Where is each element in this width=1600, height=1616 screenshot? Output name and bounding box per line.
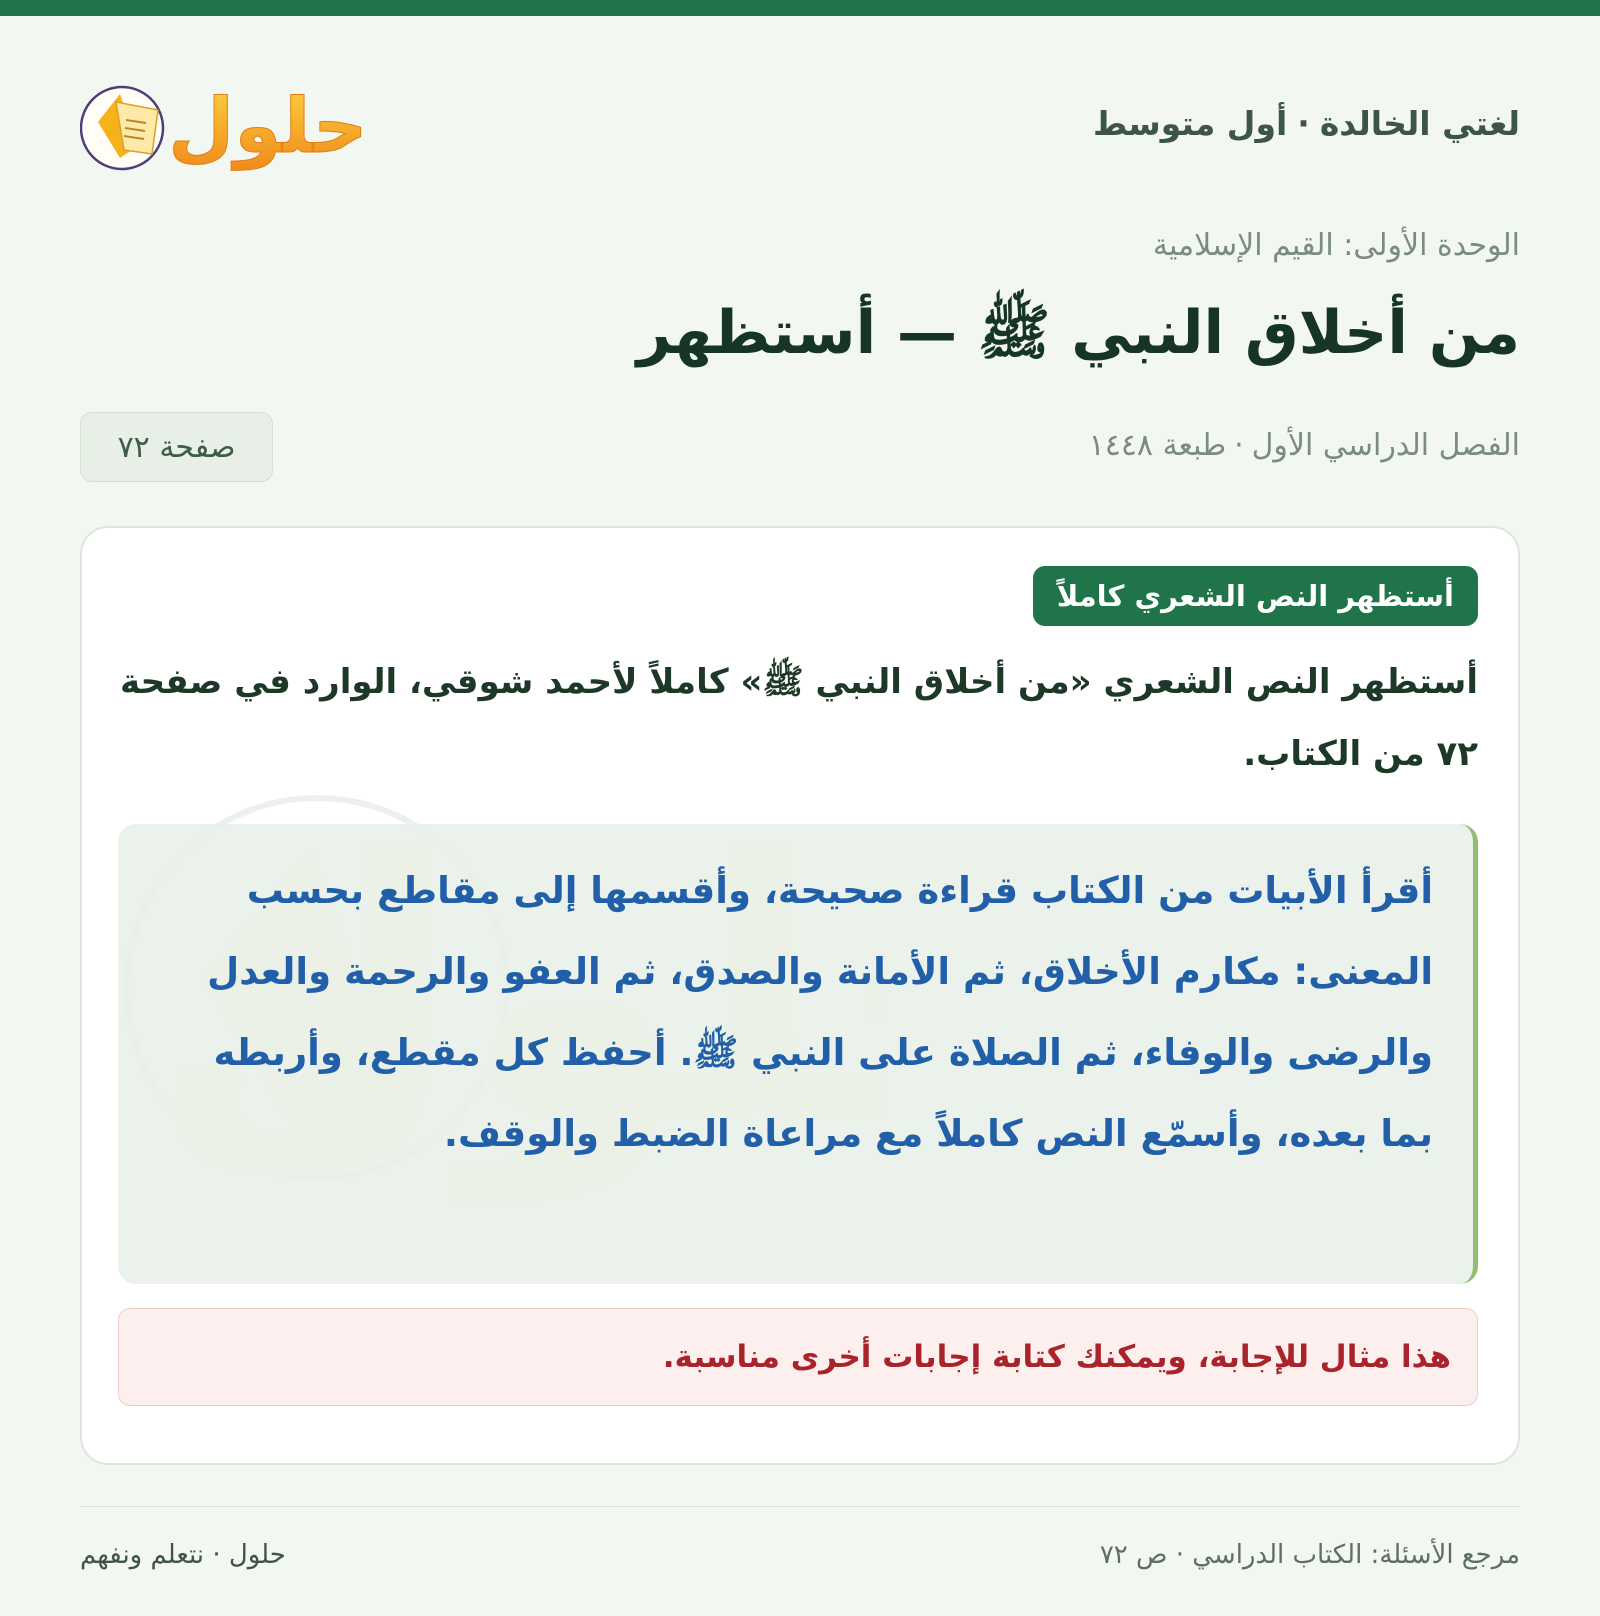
question-type-badge: أستظهر النص الشعري كاملاً xyxy=(1033,566,1478,626)
question-text: أستظهر النص الشعري «من أخلاق النبي ﷺ» كاملاً لأحمد شوقي، الوارد في صفحة ٧٢ من الكتاب. xyxy=(119,662,1478,774)
lesson-title: من أخلاق النبي ﷺ — أستظهر xyxy=(636,298,1520,368)
reference-page: ص ٧٢ xyxy=(1099,1540,1168,1570)
top-accent-bar xyxy=(0,0,1600,16)
term-info xyxy=(1089,428,1520,463)
footer-reference xyxy=(1100,1540,1520,1570)
page-number-chip: صفحة ٧٢ xyxy=(80,412,273,482)
edition-label: طبعة ١٤٤٨ xyxy=(1088,428,1227,463)
footer-tagline: نتعلم ونفهم xyxy=(80,1540,205,1570)
unit-label: الوحدة الأولى: القيم الإسلامية xyxy=(1152,228,1520,263)
footer-ref-separator: · xyxy=(1175,1540,1184,1570)
title-separator: · xyxy=(1297,104,1310,143)
term-separator: · xyxy=(1234,428,1244,463)
logo-wordmark: حلول xyxy=(168,81,368,170)
answer-box xyxy=(118,824,1478,1284)
question-card xyxy=(80,526,1520,1465)
page-header xyxy=(80,72,1520,182)
series-title xyxy=(1093,104,1520,143)
answer-note: هذا مثال للإجابة، ويمكنك كتابة إجابات أخرى مناسبة. xyxy=(118,1308,1478,1406)
subject-name: لغتي الخالدة xyxy=(1319,104,1520,143)
answer-text: أقرأ الأبيات من الكتاب قراءة صحيحة، وأقسمها إلى مقاطع بحسب المعنى: مكارم الأخلاق، ثم الأمانة والصدق، ثم العفو والرحمة والعدل والرضى والوفاء، ثم الصلاة على النبي ﷺ. أحفظ كل مقطع، وأربطه بما بعده، وأسمّع النص كاملاً مع مراعاة الضبط والوقف. xyxy=(207,869,1433,1155)
grade-name: أول متوسط xyxy=(1092,104,1288,143)
reference-label: مرجع الأسئلة: الكتاب الدراسي xyxy=(1192,1540,1520,1570)
footer-brand-separator: · xyxy=(212,1540,221,1570)
term-label: الفصل الدراسي الأول xyxy=(1251,428,1520,463)
footer-brand-name[interactable]: حلول xyxy=(228,1540,286,1570)
footer-divider xyxy=(80,1506,1520,1507)
hulul-logo[interactable] xyxy=(80,72,370,182)
footer-brand xyxy=(80,1540,286,1570)
